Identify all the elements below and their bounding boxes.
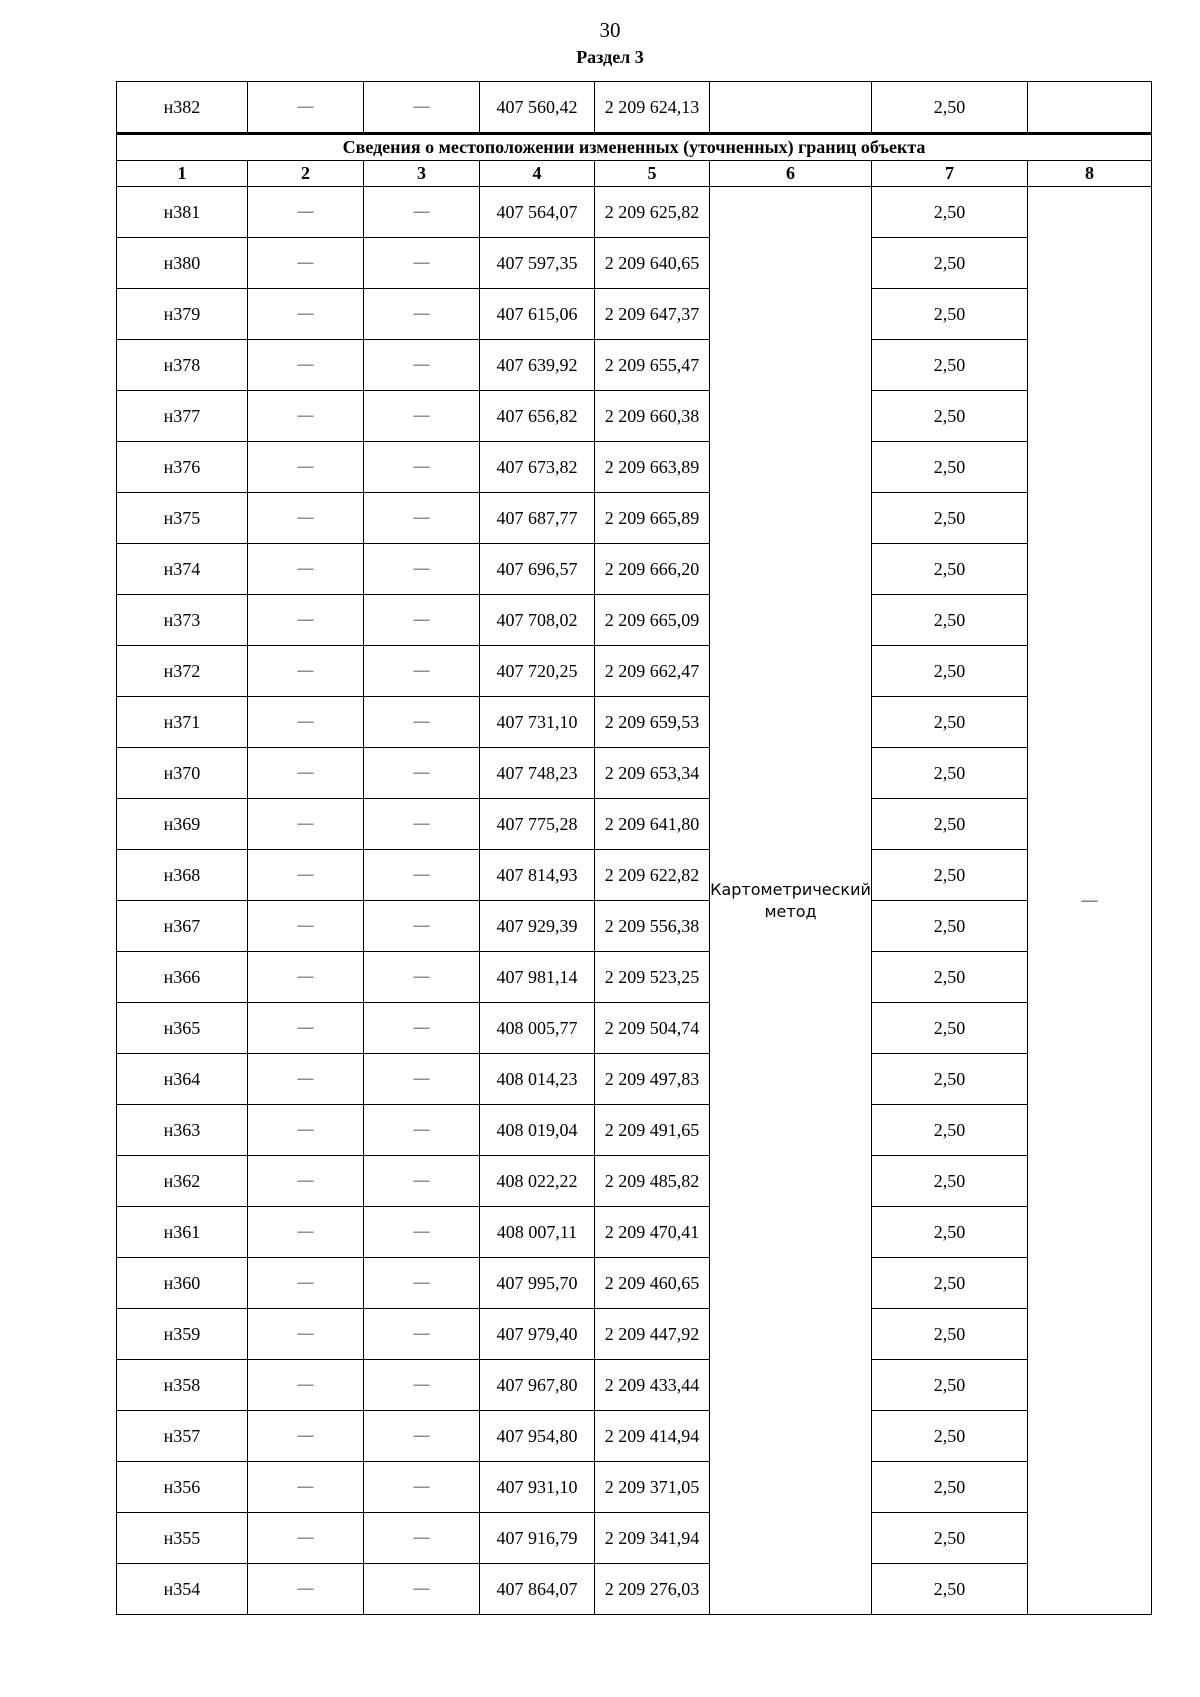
dash-cell: — bbox=[248, 391, 364, 442]
x-coordinate-cell: 408 019,04 bbox=[480, 1105, 595, 1156]
dash-cell: — bbox=[248, 646, 364, 697]
y-coordinate-cell: 2 209 470,41 bbox=[595, 1207, 710, 1258]
dash-cell: — bbox=[248, 697, 364, 748]
table-row bbox=[117, 82, 1152, 134]
point-cell: н381 bbox=[117, 187, 248, 238]
note-cell bbox=[1028, 82, 1152, 134]
table-row bbox=[117, 1003, 1152, 1054]
dash-cell: — bbox=[364, 289, 480, 340]
x-coordinate-cell: 407 720,25 bbox=[480, 646, 595, 697]
x-coordinate-cell: 407 731,10 bbox=[480, 697, 595, 748]
dash-cell: — bbox=[364, 442, 480, 493]
table-row bbox=[117, 1564, 1152, 1615]
accuracy-cell: 2,50 bbox=[872, 1462, 1028, 1513]
dash-cell: — bbox=[364, 1564, 480, 1615]
dash-cell: — bbox=[248, 289, 364, 340]
y-coordinate-cell: 2 209 504,74 bbox=[595, 1003, 710, 1054]
dash-cell: — bbox=[364, 1156, 480, 1207]
y-coordinate-cell: 2 209 433,44 bbox=[595, 1360, 710, 1411]
point-cell: н361 bbox=[117, 1207, 248, 1258]
point-cell: н366 bbox=[117, 952, 248, 1003]
y-coordinate-cell: 2 209 641,80 bbox=[595, 799, 710, 850]
x-coordinate-cell: 408 007,11 bbox=[480, 1207, 595, 1258]
table-row bbox=[117, 1462, 1152, 1513]
accuracy-cell: 2,50 bbox=[872, 799, 1028, 850]
accuracy-cell: 2,50 bbox=[872, 1309, 1028, 1360]
x-coordinate-cell: 407 656,82 bbox=[480, 391, 595, 442]
y-coordinate-cell: 2 209 447,92 bbox=[595, 1309, 710, 1360]
accuracy-cell: 2,50 bbox=[872, 82, 1028, 134]
y-coordinate-cell: 2 209 523,25 bbox=[595, 952, 710, 1003]
column-number: 7 bbox=[872, 161, 1028, 187]
x-coordinate-cell: 407 979,40 bbox=[480, 1309, 595, 1360]
dash-cell: — bbox=[248, 1105, 364, 1156]
accuracy-cell: 2,50 bbox=[872, 391, 1028, 442]
page-number: 30 bbox=[599, 18, 621, 42]
dash-cell: — bbox=[364, 1462, 480, 1513]
x-coordinate-cell: 407 597,35 bbox=[480, 238, 595, 289]
y-coordinate-cell: 2 209 371,05 bbox=[595, 1462, 710, 1513]
accuracy-cell: 2,50 bbox=[872, 1156, 1028, 1207]
point-cell: н367 bbox=[117, 901, 248, 952]
column-number: 3 bbox=[364, 161, 480, 187]
accuracy-cell: 2,50 bbox=[872, 1105, 1028, 1156]
y-coordinate-cell: 2 209 341,94 bbox=[595, 1513, 710, 1564]
x-coordinate-cell: 407 696,57 bbox=[480, 544, 595, 595]
x-coordinate-cell: 407 814,93 bbox=[480, 850, 595, 901]
section-band-row bbox=[117, 134, 1152, 161]
y-coordinate-cell: 2 209 497,83 bbox=[595, 1054, 710, 1105]
accuracy-cell: 2,50 bbox=[872, 493, 1028, 544]
dash-cell: — bbox=[248, 82, 364, 134]
table-row bbox=[117, 748, 1152, 799]
point-cell: н368 bbox=[117, 850, 248, 901]
table-row bbox=[117, 1309, 1152, 1360]
table-row bbox=[117, 799, 1152, 850]
point-cell: н371 bbox=[117, 697, 248, 748]
table-row bbox=[117, 1207, 1152, 1258]
x-coordinate-cell: 407 967,80 bbox=[480, 1360, 595, 1411]
x-coordinate-cell: 407 995,70 bbox=[480, 1258, 595, 1309]
column-number: 2 bbox=[248, 161, 364, 187]
y-coordinate-cell: 2 209 624,13 bbox=[595, 82, 710, 134]
y-coordinate-cell: 2 209 665,89 bbox=[595, 493, 710, 544]
table-row bbox=[117, 901, 1152, 952]
dash-cell: — bbox=[248, 1462, 364, 1513]
table-row bbox=[117, 1105, 1152, 1156]
dash-cell: — bbox=[248, 901, 364, 952]
column-number: 5 bbox=[595, 161, 710, 187]
x-coordinate-cell: 407 560,42 bbox=[480, 82, 595, 134]
y-coordinate-cell: 2 209 666,20 bbox=[595, 544, 710, 595]
dash-cell: — bbox=[364, 1309, 480, 1360]
dash-cell: — bbox=[364, 850, 480, 901]
point-cell: н358 bbox=[117, 1360, 248, 1411]
y-coordinate-cell: 2 209 647,37 bbox=[595, 289, 710, 340]
dash-cell: — bbox=[364, 748, 480, 799]
accuracy-cell: 2,50 bbox=[872, 187, 1028, 238]
table-row bbox=[117, 850, 1152, 901]
x-coordinate-cell: 407 639,92 bbox=[480, 340, 595, 391]
table-row bbox=[117, 1411, 1152, 1462]
dash-cell: — bbox=[248, 850, 364, 901]
x-coordinate-cell: 407 954,80 bbox=[480, 1411, 595, 1462]
accuracy-cell: 2,50 bbox=[872, 1003, 1028, 1054]
point-cell: н354 bbox=[117, 1564, 248, 1615]
x-coordinate-cell: 407 673,82 bbox=[480, 442, 595, 493]
method-cell: Картометрический метод bbox=[710, 187, 872, 1615]
dash-cell: — bbox=[364, 1105, 480, 1156]
x-coordinate-cell: 407 615,06 bbox=[480, 289, 595, 340]
column-number: 4 bbox=[480, 161, 595, 187]
band-title: Сведения о местоположении измененных (уточненных) границ объекта bbox=[117, 134, 1152, 161]
accuracy-cell: 2,50 bbox=[872, 1411, 1028, 1462]
coordinates-table bbox=[116, 81, 1152, 1615]
point-cell: н360 bbox=[117, 1258, 248, 1309]
accuracy-cell: 2,50 bbox=[872, 748, 1028, 799]
y-coordinate-cell: 2 209 662,47 bbox=[595, 646, 710, 697]
table-row bbox=[117, 952, 1152, 1003]
accuracy-cell: 2,50 bbox=[872, 850, 1028, 901]
table-row bbox=[117, 493, 1152, 544]
accuracy-cell: 2,50 bbox=[872, 1360, 1028, 1411]
dash-cell: — bbox=[364, 697, 480, 748]
dash-cell: — bbox=[364, 595, 480, 646]
y-coordinate-cell: 2 209 665,09 bbox=[595, 595, 710, 646]
accuracy-cell: 2,50 bbox=[872, 697, 1028, 748]
table-row bbox=[117, 187, 1152, 238]
x-coordinate-cell: 408 014,23 bbox=[480, 1054, 595, 1105]
dash-cell: — bbox=[364, 238, 480, 289]
method-cell bbox=[710, 82, 872, 134]
accuracy-cell: 2,50 bbox=[872, 595, 1028, 646]
point-cell: н378 bbox=[117, 340, 248, 391]
dash-cell: — bbox=[248, 1003, 364, 1054]
dash-cell: — bbox=[364, 1207, 480, 1258]
y-coordinate-cell: 2 209 640,65 bbox=[595, 238, 710, 289]
point-cell: н357 bbox=[117, 1411, 248, 1462]
y-coordinate-cell: 2 209 460,65 bbox=[595, 1258, 710, 1309]
table-row bbox=[117, 238, 1152, 289]
dash-cell: — bbox=[248, 1258, 364, 1309]
dash-cell: — bbox=[248, 1513, 364, 1564]
table-row bbox=[117, 697, 1152, 748]
dash-cell: — bbox=[248, 340, 364, 391]
dash-cell: — bbox=[248, 1054, 364, 1105]
dash-cell: — bbox=[364, 1411, 480, 1462]
accuracy-cell: 2,50 bbox=[872, 952, 1028, 1003]
table-row bbox=[117, 1258, 1152, 1309]
accuracy-cell: 2,50 bbox=[872, 1054, 1028, 1105]
point-cell: н365 bbox=[117, 1003, 248, 1054]
dash-cell: — bbox=[364, 82, 480, 134]
point-cell: н364 bbox=[117, 1054, 248, 1105]
point-cell: н372 bbox=[117, 646, 248, 697]
x-coordinate-cell: 407 916,79 bbox=[480, 1513, 595, 1564]
dash-cell: — bbox=[248, 1156, 364, 1207]
dash-cell: — bbox=[364, 1513, 480, 1564]
point-cell: н382 bbox=[117, 82, 248, 134]
y-coordinate-cell: 2 209 625,82 bbox=[595, 187, 710, 238]
table-row bbox=[117, 391, 1152, 442]
point-cell: н380 bbox=[117, 238, 248, 289]
point-cell: н363 bbox=[117, 1105, 248, 1156]
dash-cell: — bbox=[248, 442, 364, 493]
dash-cell: — bbox=[248, 748, 364, 799]
dash-cell: — bbox=[248, 1564, 364, 1615]
dash-cell: — bbox=[248, 1207, 364, 1258]
dash-cell: — bbox=[364, 1003, 480, 1054]
table-row bbox=[117, 1156, 1152, 1207]
table-row bbox=[117, 1513, 1152, 1564]
point-cell: н375 bbox=[117, 493, 248, 544]
accuracy-cell: 2,50 bbox=[872, 1564, 1028, 1615]
accuracy-cell: 2,50 bbox=[872, 289, 1028, 340]
point-cell: н369 bbox=[117, 799, 248, 850]
table-row bbox=[117, 289, 1152, 340]
accuracy-cell: 2,50 bbox=[872, 646, 1028, 697]
point-cell: н374 bbox=[117, 544, 248, 595]
dash-cell: — bbox=[364, 1258, 480, 1309]
accuracy-cell: 2,50 bbox=[872, 1258, 1028, 1309]
dash-cell: — bbox=[364, 646, 480, 697]
y-coordinate-cell: 2 209 485,82 bbox=[595, 1156, 710, 1207]
dash-cell: — bbox=[364, 1054, 480, 1105]
x-coordinate-cell: 407 687,77 bbox=[480, 493, 595, 544]
dash-cell: — bbox=[248, 1309, 364, 1360]
accuracy-cell: 2,50 bbox=[872, 1207, 1028, 1258]
table-row bbox=[117, 442, 1152, 493]
x-coordinate-cell: 407 981,14 bbox=[480, 952, 595, 1003]
dash-cell: — bbox=[248, 544, 364, 595]
y-coordinate-cell: 2 209 653,34 bbox=[595, 748, 710, 799]
accuracy-cell: 2,50 bbox=[872, 1513, 1028, 1564]
point-cell: н379 bbox=[117, 289, 248, 340]
dash-cell: — bbox=[364, 187, 480, 238]
point-cell: н359 bbox=[117, 1309, 248, 1360]
y-coordinate-cell: 2 209 276,03 bbox=[595, 1564, 710, 1615]
table-row bbox=[117, 1054, 1152, 1105]
x-coordinate-cell: 407 748,23 bbox=[480, 748, 595, 799]
dash-cell: — bbox=[364, 340, 480, 391]
accuracy-cell: 2,50 bbox=[872, 238, 1028, 289]
x-coordinate-cell: 407 564,07 bbox=[480, 187, 595, 238]
dash-cell: — bbox=[364, 1360, 480, 1411]
y-coordinate-cell: 2 209 622,82 bbox=[595, 850, 710, 901]
accuracy-cell: 2,50 bbox=[872, 442, 1028, 493]
table-row bbox=[117, 595, 1152, 646]
point-cell: н356 bbox=[117, 1462, 248, 1513]
dash-cell: — bbox=[248, 799, 364, 850]
dash-cell: — bbox=[364, 901, 480, 952]
column-number: 8 bbox=[1028, 161, 1152, 187]
dash-cell: — bbox=[248, 595, 364, 646]
note-cell: — bbox=[1028, 187, 1152, 1615]
column-number: 6 bbox=[710, 161, 872, 187]
point-cell: н355 bbox=[117, 1513, 248, 1564]
section-title: Раздел 3 bbox=[576, 47, 644, 67]
dash-cell: — bbox=[248, 1411, 364, 1462]
y-coordinate-cell: 2 209 556,38 bbox=[595, 901, 710, 952]
dash-cell: — bbox=[364, 493, 480, 544]
x-coordinate-cell: 408 022,22 bbox=[480, 1156, 595, 1207]
y-coordinate-cell: 2 209 491,65 bbox=[595, 1105, 710, 1156]
column-number: 1 bbox=[117, 161, 248, 187]
table-row bbox=[117, 544, 1152, 595]
point-cell: н377 bbox=[117, 391, 248, 442]
x-coordinate-cell: 407 708,02 bbox=[480, 595, 595, 646]
dash-cell: — bbox=[364, 952, 480, 1003]
table-row bbox=[117, 340, 1152, 391]
dash-cell: — bbox=[248, 187, 364, 238]
accuracy-cell: 2,50 bbox=[872, 901, 1028, 952]
y-coordinate-cell: 2 209 655,47 bbox=[595, 340, 710, 391]
x-coordinate-cell: 407 864,07 bbox=[480, 1564, 595, 1615]
x-coordinate-cell: 407 929,39 bbox=[480, 901, 595, 952]
x-coordinate-cell: 407 775,28 bbox=[480, 799, 595, 850]
y-coordinate-cell: 2 209 659,53 bbox=[595, 697, 710, 748]
dash-cell: — bbox=[364, 391, 480, 442]
column-number-row bbox=[117, 161, 1152, 187]
point-cell: н376 bbox=[117, 442, 248, 493]
y-coordinate-cell: 2 209 660,38 bbox=[595, 391, 710, 442]
point-cell: н362 bbox=[117, 1156, 248, 1207]
dash-cell: — bbox=[364, 544, 480, 595]
x-coordinate-cell: 408 005,77 bbox=[480, 1003, 595, 1054]
accuracy-cell: 2,50 bbox=[872, 544, 1028, 595]
dash-cell: — bbox=[248, 238, 364, 289]
dash-cell: — bbox=[248, 952, 364, 1003]
point-cell: н370 bbox=[117, 748, 248, 799]
point-cell: н373 bbox=[117, 595, 248, 646]
y-coordinate-cell: 2 209 414,94 bbox=[595, 1411, 710, 1462]
dash-cell: — bbox=[248, 1360, 364, 1411]
table-row bbox=[117, 1360, 1152, 1411]
dash-cell: — bbox=[248, 493, 364, 544]
table-row bbox=[117, 646, 1152, 697]
x-coordinate-cell: 407 931,10 bbox=[480, 1462, 595, 1513]
accuracy-cell: 2,50 bbox=[872, 340, 1028, 391]
dash-cell: — bbox=[364, 799, 480, 850]
y-coordinate-cell: 2 209 663,89 bbox=[595, 442, 710, 493]
